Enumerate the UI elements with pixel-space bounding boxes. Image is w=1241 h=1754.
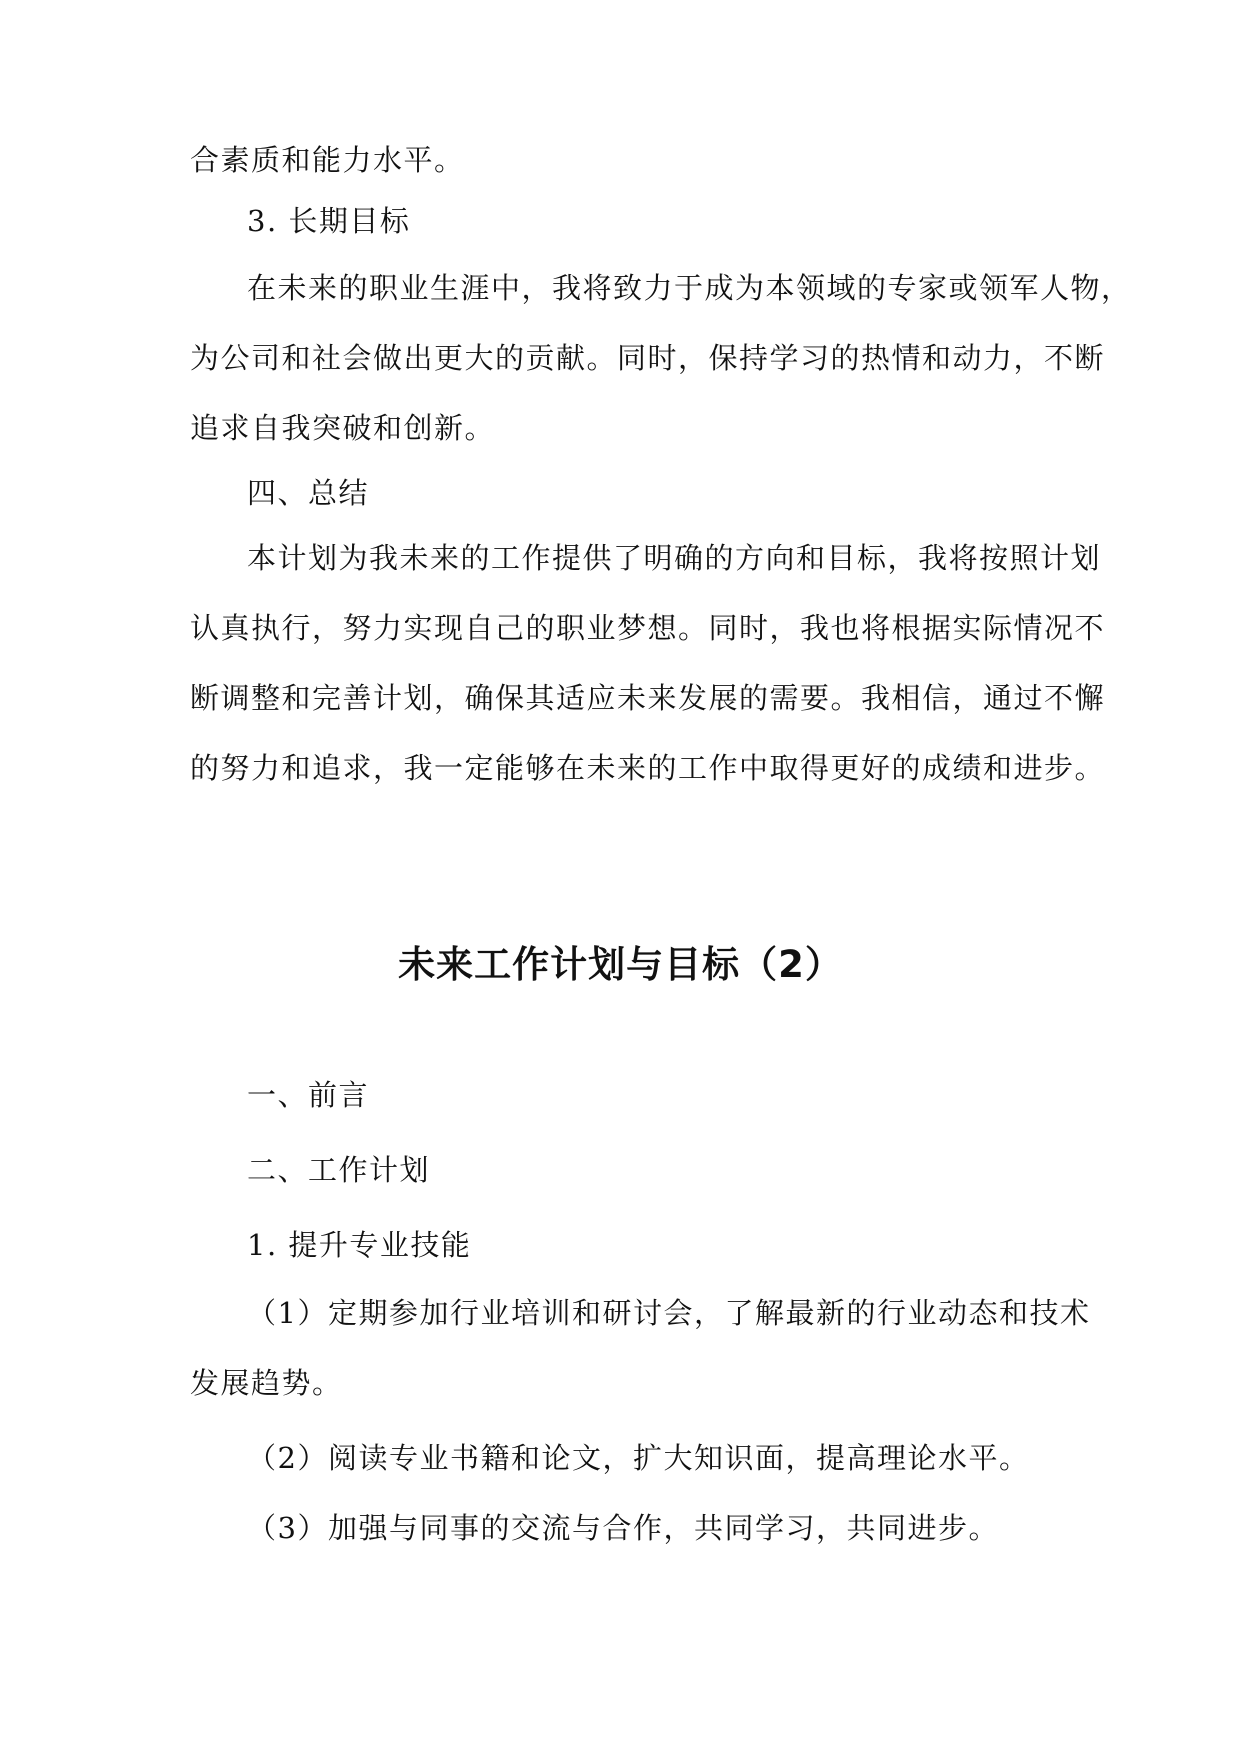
document-title: 未来工作计划与目标（2） (398, 943, 843, 986)
paragraph-line: 在未来的职业生涯中，我将致力于成为本领域的专家或领军人物， (247, 271, 1132, 305)
paragraph-line: 本计划为我未来的工作提供了明确的方向和目标，我将按照计划 (247, 541, 1102, 575)
list-item: （2）阅读专业书籍和论文，扩大知识面，提高理论水平。 (247, 1441, 1030, 1475)
paragraph-line: 的努力和追求，我一定能够在未来的工作中取得更好的成绩和进步。 (190, 751, 1106, 785)
paragraph-line: 认真执行，努力实现自己的职业梦想。同时，我也将根据实际情况不 (190, 611, 1106, 645)
list-item-continuation: 发展趋势。 (190, 1366, 343, 1400)
subheading-skills: 1. 提升专业技能 (247, 1228, 472, 1262)
paragraph-line: 断调整和完善计划，确保其适应未来发展的需要。我相信，通过不懈 (190, 681, 1106, 715)
list-item: （1）定期参加行业培训和研讨会，了解最新的行业动态和技术 (247, 1296, 1091, 1330)
subheading-long-term-goal: 3. 长期目标 (247, 204, 411, 238)
section-heading-summary: 四、总结 (247, 476, 370, 510)
section-heading-preface: 一、前言 (247, 1078, 370, 1112)
paragraph-tail: 合素质和能力水平。 (190, 143, 465, 177)
list-item: （3）加强与同事的交流与合作，共同学习，共同进步。 (247, 1511, 999, 1545)
section-heading-work-plan: 二、工作计划 (247, 1153, 431, 1187)
paragraph-line: 追求自我突破和创新。 (190, 411, 496, 445)
paragraph-line: 为公司和社会做出更大的贡献。同时，保持学习的热情和动力，不断 (190, 341, 1106, 375)
